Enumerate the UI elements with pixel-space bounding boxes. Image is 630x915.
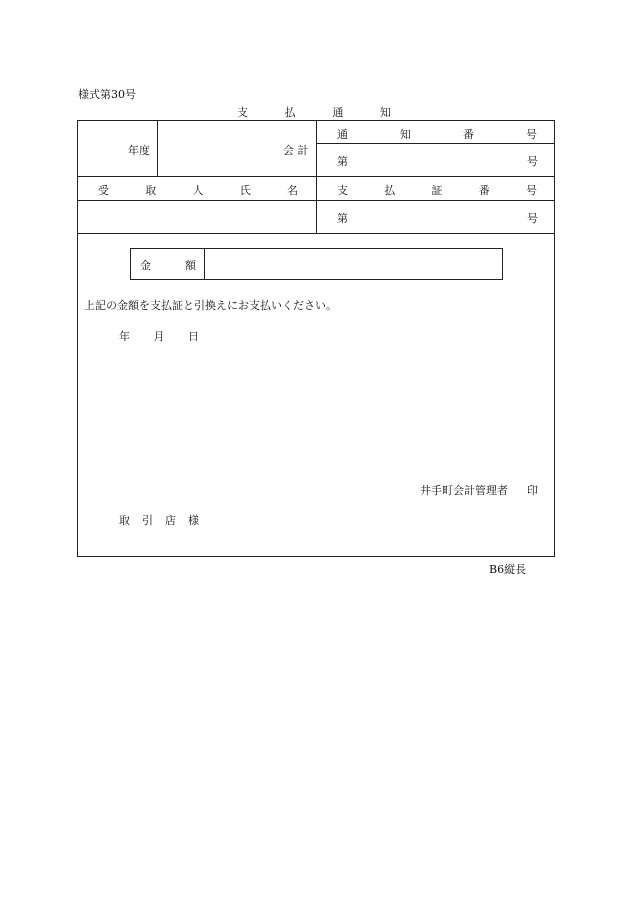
table-row-divider — [316, 143, 555, 144]
addressee-char: 店 — [165, 514, 176, 527]
label-char: 支 — [337, 184, 348, 197]
label-char: 金 — [140, 259, 151, 272]
label-char: 通 — [337, 128, 348, 141]
notice-number-label — [337, 126, 537, 142]
notice-number-prefix: 第 — [337, 155, 348, 168]
amount-label — [140, 257, 196, 273]
label-char: 番 — [463, 128, 474, 141]
voucher-number-label — [337, 182, 537, 198]
label-char: 取 — [145, 184, 157, 197]
label-char: 人 — [192, 184, 204, 197]
label-char: 額 — [185, 259, 196, 272]
label-char: 号 — [526, 184, 537, 197]
paper-size-note: B6縦長 — [489, 563, 527, 576]
label-char: 証 — [431, 184, 443, 197]
voucher-number-suffix: 号 — [527, 212, 538, 225]
date-month-label: 月 — [153, 330, 165, 343]
label-char: 番 — [478, 184, 490, 197]
date-day-label: 日 — [188, 330, 199, 343]
title-char: 支 — [237, 106, 248, 119]
label-char: 氏 — [239, 184, 251, 197]
date-line — [119, 328, 199, 344]
table-column-divider — [316, 120, 317, 233]
voucher-number-prefix: 第 — [337, 212, 348, 225]
title-char: 知 — [379, 106, 391, 119]
amount-divider — [204, 249, 205, 279]
label-char: 号 — [526, 128, 537, 141]
title-char: 払 — [284, 106, 296, 119]
issuer-name: 井手町会計管理者 — [420, 484, 508, 497]
table-column-divider — [157, 120, 158, 176]
account-label: 会 計 — [283, 144, 309, 157]
form-number: 様式第30号 — [78, 88, 136, 101]
label-char: 知 — [400, 128, 411, 141]
title-char: 通 — [332, 106, 344, 119]
recipient-name-label — [98, 182, 298, 198]
addressee-char: 引 — [142, 514, 153, 527]
fiscal-year-label: 年度 — [128, 144, 150, 157]
addressee-char: 様 — [188, 514, 199, 527]
addressee-char: 取 — [119, 514, 130, 527]
payment-instruction: 上記の金額を支払証と引換えにお支払いください。 — [84, 299, 337, 312]
label-char: 払 — [384, 184, 396, 197]
amount-box — [130, 248, 503, 280]
date-year-label: 年 — [119, 330, 130, 343]
label-char: 受 — [98, 184, 109, 197]
addressee-line — [119, 512, 199, 528]
label-char: 名 — [287, 184, 298, 197]
seal-mark: 印 — [527, 484, 538, 497]
notice-number-suffix: 号 — [527, 155, 538, 168]
table-row-divider — [77, 233, 555, 234]
document-title — [237, 104, 391, 120]
